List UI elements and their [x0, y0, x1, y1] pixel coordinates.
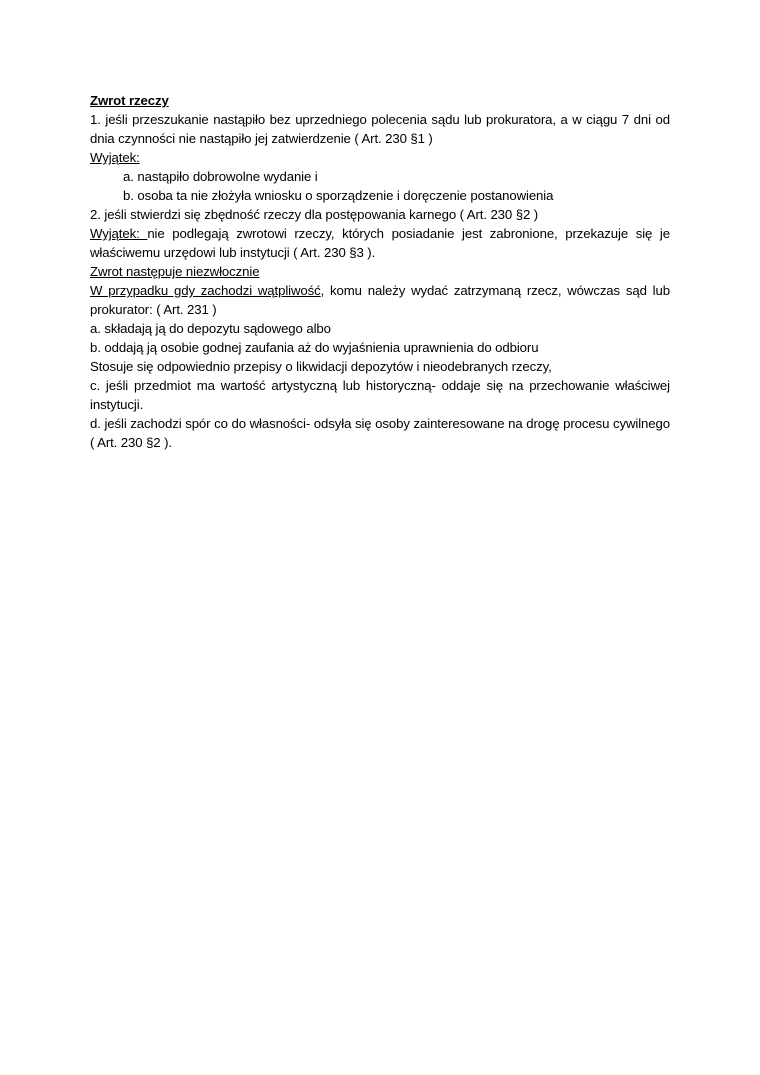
exception-2-paragraph	[90, 224, 670, 262]
option-d: d. jeśli zachodzi spór co do własności- odsyła się osoby zainteresowane na drogę procesu cywilnego ( Art. 230 §2 ).	[90, 416, 670, 450]
option-a: a. składają ją do depozytu sądowego albo	[90, 321, 331, 336]
exception-2-label: Wyjątek:	[90, 226, 148, 241]
doubt-text: , komu należy wydać zatrzymaną rzecz, wówczas sąd lub prokurator: ( Art. 231 )	[90, 283, 670, 317]
immediate-return-heading: Zwrot następuje niezwłocznie	[90, 264, 260, 279]
exception-item-a: a. nastąpiło dobrowolne wydanie i	[123, 169, 318, 184]
paragraph-2: 2. jeśli stwierdzi się zbędność rzeczy dla postępowania karnego ( Art. 230 §2 )	[90, 207, 539, 222]
document-body	[90, 91, 670, 452]
deposit-rule: Stosuje się odpowiednio przepisy o likwidacji depozytów i nieodebranych rzeczy,	[90, 359, 552, 374]
document-title: Zwrot rzeczy	[90, 93, 169, 108]
option-c: c. jeśli przedmiot ma wartość artystyczną lub historyczną- oddaje się na przechowanie właściwej instytucji.	[90, 378, 670, 412]
option-b: b. oddają ją osobie godnej zaufania aż do wyjaśnienia uprawnienia do odbioru	[90, 340, 539, 355]
doubt-paragraph	[90, 281, 670, 319]
exception-heading: Wyjątek:	[90, 150, 140, 165]
doubt-label: W przypadku gdy zachodzi wątpliwość	[90, 283, 321, 298]
paragraph-1: 1. jeśli przeszukanie nastąpiło bez uprzedniego polecenia sądu lub prokuratora, a w ciągu 7 dni od dnia czynności nie nastąpiło jej zatwierdzenie ( Art. 230 §1 )	[90, 112, 670, 146]
exception-2-text: nie podlegają zwrotowi rzeczy, których posiadanie jest zabronione, przekazuje się je właściwemu urzędowi lub instytucji ( Art. 230 §3 ).	[90, 226, 670, 260]
exception-item-b: b. osoba ta nie złożyła wniosku o sporządzenie i doręczenie postanowienia	[123, 188, 554, 203]
